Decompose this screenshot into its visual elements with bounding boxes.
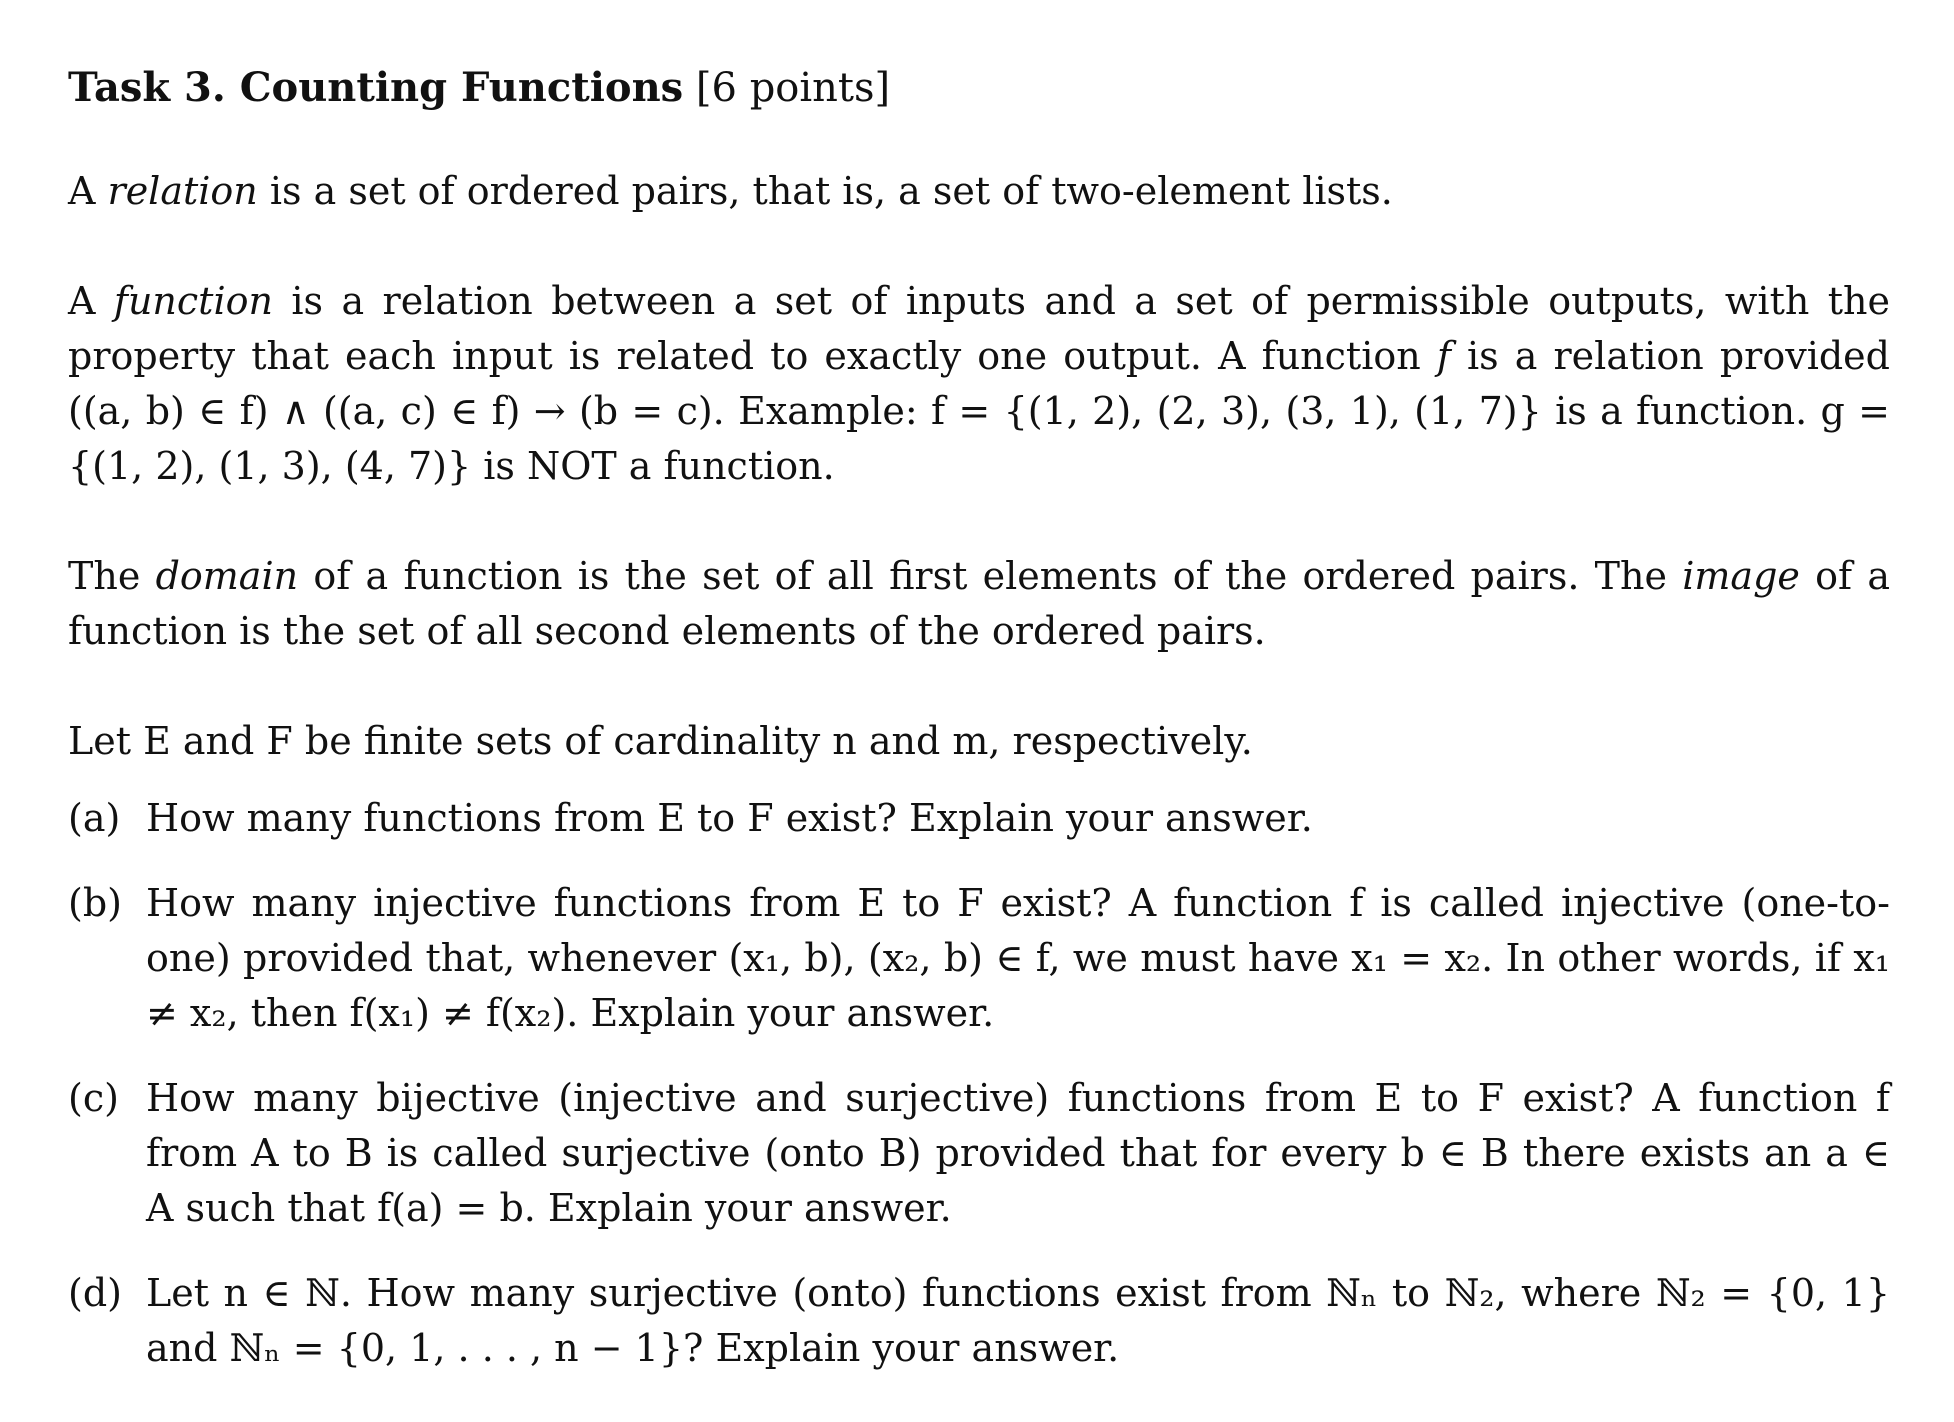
question-item [68, 1266, 1890, 1376]
question-text: How many injective functions from E to F exist? A function f is called injective (one-to-one) provided that, whenever (x₁, b), (x₂, b) ∈ f, we must have x₁ = x₂. In other words, if x₁ ≠ x₂, then f(x₁) ≠ f(x₂). Explain your answer. [146, 881, 1890, 1035]
question-item [68, 791, 1890, 846]
domain-text-3: of a function is the set of all second elements of the ordered pairs. [68, 554, 1890, 653]
document-page [68, 58, 1890, 1406]
function-text-2: is a relation between a set of inputs and a set of permissible outputs, with the property that each input is related to exactly one output. A function [68, 279, 1890, 378]
question-text: How many functions from E to F exist? Explain your answer. [146, 796, 1313, 840]
question-list [68, 791, 1890, 1376]
sets-statement: Let E and F be finite sets of cardinality n and m, respectively. [68, 719, 1253, 763]
question-text: Let n ∈ ℕ. How many surjective (onto) functions exist from ℕₙ to ℕ₂, where ℕ₂ = {0, 1} and ℕₙ = {0, 1, . . . , n − 1}? Explain your answer. [146, 1271, 1890, 1370]
function-definition [68, 274, 1890, 494]
domain-term: domain [155, 554, 299, 598]
question-item [68, 1071, 1890, 1236]
question-label: (a) [68, 796, 121, 840]
question-item [68, 876, 1890, 1041]
relation-term: relation [107, 169, 258, 213]
question-label: (b) [68, 881, 122, 925]
relation-text-1: A [68, 169, 108, 213]
question-label: (c) [68, 1076, 119, 1120]
function-symbol: f [1436, 334, 1451, 378]
image-term: image [1682, 554, 1800, 598]
task-title-text: Task 3. Counting Functions [68, 64, 684, 111]
function-term: function [113, 279, 273, 323]
domain-text-1: The [68, 554, 156, 598]
domain-image-definition [68, 549, 1890, 659]
relation-text-2: is a set of ordered pairs, that is, a set of two-element lists. [257, 169, 1393, 213]
question-label: (d) [68, 1271, 122, 1315]
question-text: How many bijective (injective and surjective) functions from E to F exist? A function f from A to B is called surjective (onto B) provided that for every b ∈ B there exists an a ∈ A such that f(a) = b. Explain your answer. [146, 1076, 1890, 1230]
domain-text-2: of a function is the set of all first elements of the ordered pairs. The [298, 554, 1683, 598]
function-text-3: is a relation provided ((a, b) ∈ f) ∧ ((a, c) ∈ f) → (b = c). Example: f = {(1, 2), (2, 3), (3, 1), (1, 7)} is a function. g = {(1, 2), (1, 3), (4, 7)} is NOT a function. [68, 334, 1890, 488]
task-points: [6 points] [695, 65, 891, 111]
relation-definition [68, 164, 1890, 219]
task-title [68, 58, 1890, 118]
function-text-1: A [68, 279, 114, 323]
